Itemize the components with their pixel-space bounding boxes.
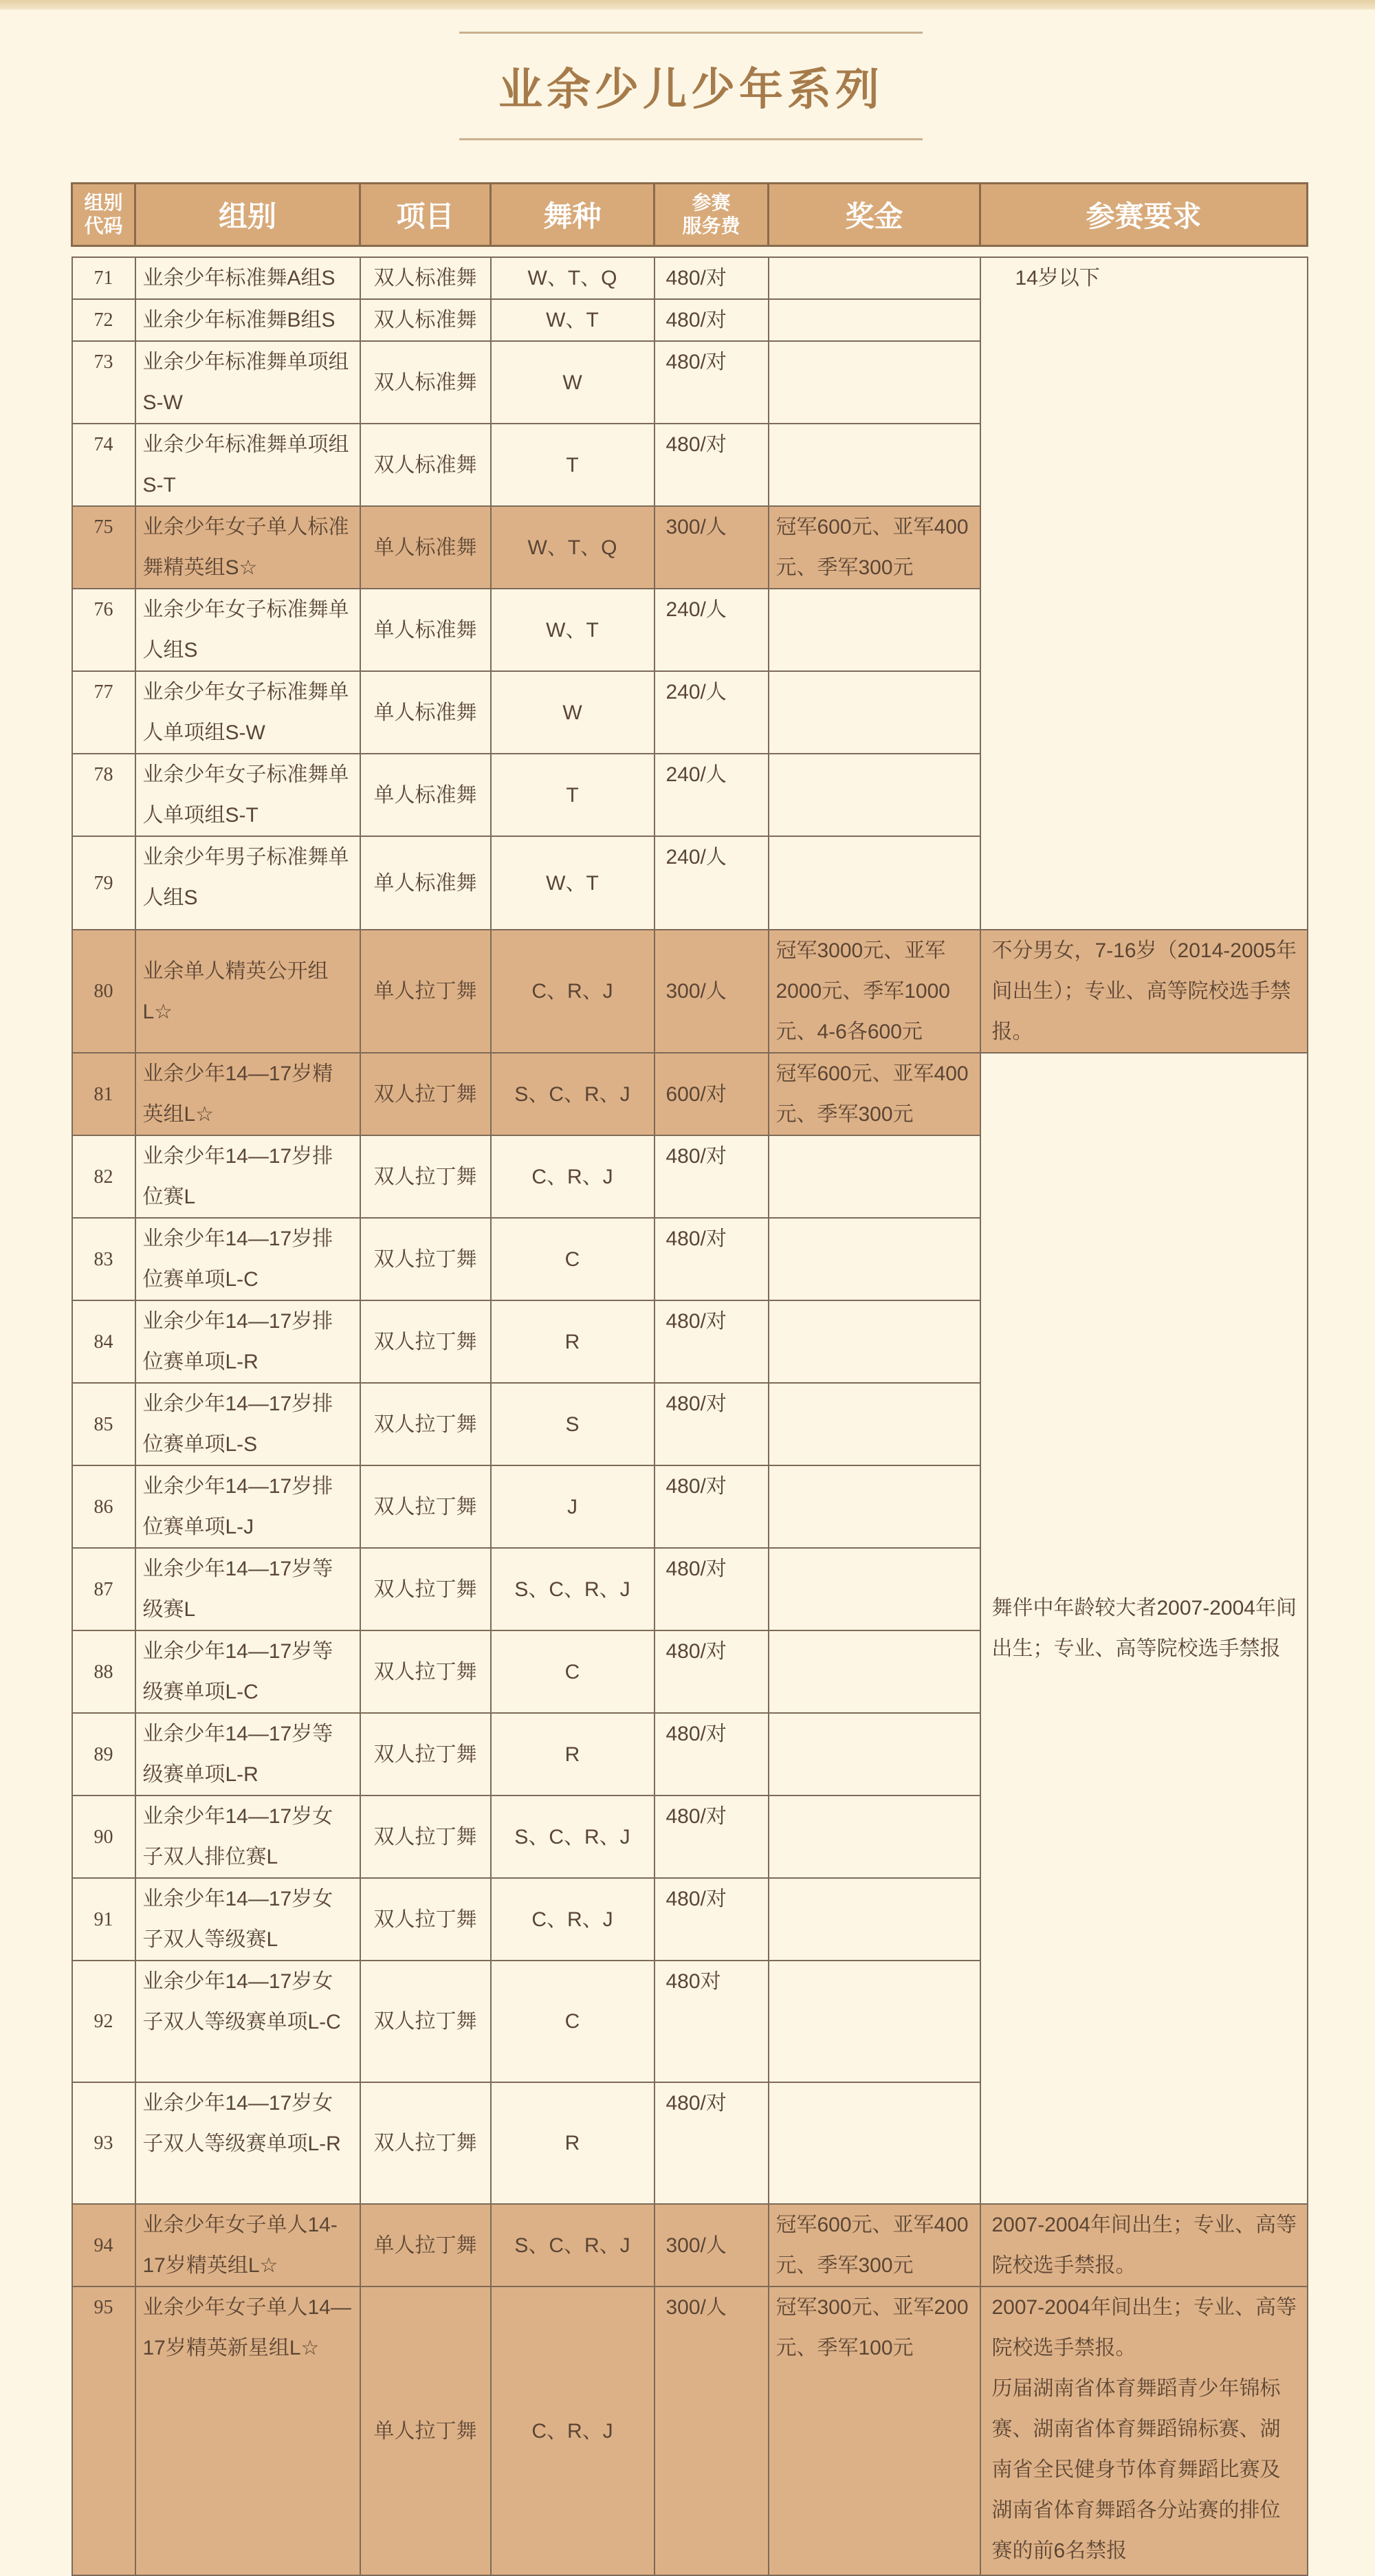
prize-cell: 冠军600元、亚军400元、季军300元 bbox=[769, 506, 980, 589]
fee-cell: 480/对 bbox=[654, 299, 769, 341]
prize-cell bbox=[769, 1713, 980, 1795]
requirements-text-line1: 2007-2004年间出生；专业、高等院校选手禁报。 bbox=[991, 2296, 1297, 2359]
dance-cell: W、T、Q bbox=[491, 506, 654, 589]
dance-cell: C bbox=[491, 1961, 654, 2082]
fee-cell: 480/对 bbox=[654, 1300, 769, 1383]
fee-cell: 480/对 bbox=[654, 424, 769, 506]
prize-cell bbox=[769, 1135, 980, 1218]
group-cell: 业余少年14—17岁排位赛单项L-J bbox=[135, 1465, 360, 1548]
prize-cell bbox=[769, 1300, 980, 1383]
fee-cell: 240/人 bbox=[654, 836, 769, 930]
dance-cell: W bbox=[491, 341, 654, 424]
event-cell: 双人标准舞 bbox=[360, 257, 491, 299]
code-cell: 73 bbox=[72, 341, 135, 424]
prize-cell: 冠军300元、亚军200元、季军100元 bbox=[769, 2286, 980, 2575]
group-cell: 业余少年14—17岁排位赛单项L-C bbox=[135, 1218, 360, 1300]
prize-cell bbox=[769, 836, 980, 930]
prize-cell bbox=[769, 589, 980, 671]
event-cell: 双人拉丁舞 bbox=[360, 2082, 491, 2204]
event-cell: 单人标准舞 bbox=[360, 671, 491, 754]
fee-cell: 480/对 bbox=[654, 1795, 769, 1878]
event-cell: 双人标准舞 bbox=[360, 424, 491, 506]
prize-cell: 冠军600元、亚军400元、季军300元 bbox=[769, 1053, 980, 1135]
group-cell: 业余单人精英公开组L☆ bbox=[135, 930, 360, 1053]
event-cell: 双人拉丁舞 bbox=[360, 1630, 491, 1713]
header-row bbox=[72, 184, 1308, 246]
prize-cell bbox=[769, 1218, 980, 1300]
fee-cell: 300/人 bbox=[654, 930, 769, 1053]
group-cell: 业余少年14—17岁女子双人排位赛L bbox=[135, 1795, 360, 1878]
code-cell: 81 bbox=[72, 1053, 135, 1135]
fee-cell: 480/对 bbox=[654, 1878, 769, 1961]
event-cell: 双人拉丁舞 bbox=[360, 1548, 491, 1630]
page-title: 业余少儿少年系列 bbox=[498, 65, 883, 114]
prize-cell bbox=[769, 2082, 980, 2204]
dance-cell: C bbox=[491, 1630, 654, 1713]
event-cell: 双人拉丁舞 bbox=[360, 1713, 491, 1795]
fee-cell: 480对 bbox=[654, 1961, 769, 2082]
group-cell: 业余少年标准舞A组S bbox=[135, 257, 360, 299]
dance-cell: W、T bbox=[491, 299, 654, 341]
code-cell: 80 bbox=[72, 930, 135, 1053]
dance-cell: S、C、R、J bbox=[491, 1053, 654, 1135]
requirements-cell-81-93: 舞伴中年龄较大者2007-2004年间出生；专业、高等院校选手禁报 bbox=[980, 1053, 1308, 2204]
requirements-cell-95 bbox=[980, 2286, 1308, 2575]
registration-table bbox=[71, 182, 1308, 2576]
dance-cell: R bbox=[491, 2082, 654, 2204]
group-cell: 业余少年14—17岁精英组L☆ bbox=[135, 1053, 360, 1135]
fee-cell: 480/对 bbox=[654, 341, 769, 424]
group-cell: 业余少年14—17岁女子双人等级赛单项L-R bbox=[135, 2082, 360, 2204]
requirements-text: 14岁以下 bbox=[1015, 267, 1100, 290]
header-fee-line2: 服务费 bbox=[682, 215, 740, 237]
prize-cell bbox=[769, 1795, 980, 1878]
code-cell: 76 bbox=[72, 589, 135, 671]
prize-cell bbox=[769, 1548, 980, 1630]
event-cell: 单人标准舞 bbox=[360, 836, 491, 930]
prize-cell bbox=[769, 257, 980, 299]
code-cell: 79 bbox=[72, 836, 135, 930]
fee-cell: 240/人 bbox=[654, 754, 769, 836]
group-cell: 业余少年女子标准舞单人单项组S-T bbox=[135, 754, 360, 836]
header-requirements: 参赛要求 bbox=[980, 184, 1308, 246]
table-row bbox=[72, 257, 1308, 299]
group-cell: 业余少年14—17岁等级赛L bbox=[135, 1548, 360, 1630]
code-cell: 78 bbox=[72, 754, 135, 836]
code-cell: 90 bbox=[72, 1795, 135, 1878]
code-cell: 93 bbox=[72, 2082, 135, 2204]
dance-cell: C、R、J bbox=[491, 2286, 654, 2575]
group-cell: 业余少年14—17岁女子双人等级赛L bbox=[135, 1878, 360, 1961]
group-cell: 业余少年14—17岁等级赛单项L-C bbox=[135, 1630, 360, 1713]
header-code bbox=[72, 184, 135, 246]
event-cell: 单人标准舞 bbox=[360, 589, 491, 671]
code-cell: 71 bbox=[72, 257, 135, 299]
event-cell: 单人标准舞 bbox=[360, 754, 491, 836]
dance-cell: J bbox=[491, 1465, 654, 1548]
dance-cell: T bbox=[491, 754, 654, 836]
header-dance: 舞种 bbox=[491, 184, 654, 246]
dance-cell: C、R、J bbox=[491, 1878, 654, 1961]
group-cell: 业余少年14—17岁排位赛单项L-S bbox=[135, 1383, 360, 1465]
dance-cell: W、T、Q bbox=[491, 257, 654, 299]
group-cell: 业余少年14—17岁等级赛单项L-R bbox=[135, 1713, 360, 1795]
group-cell: 业余少年女子单人14—17岁精英新星组L☆ bbox=[135, 2286, 360, 2575]
header-fee-line1: 参赛 bbox=[692, 192, 731, 213]
fee-cell: 480/对 bbox=[654, 1135, 769, 1218]
top-decorative-strip bbox=[0, 0, 1375, 10]
requirements-cell-94: 2007-2004年间出生；专业、高等院校选手禁报。 bbox=[980, 2204, 1308, 2286]
code-cell: 86 bbox=[72, 1465, 135, 1548]
dance-cell: C、R、J bbox=[491, 1135, 654, 1218]
prize-cell bbox=[769, 424, 980, 506]
code-cell: 83 bbox=[72, 1218, 135, 1300]
event-cell: 双人标准舞 bbox=[360, 341, 491, 424]
dance-cell: C bbox=[491, 1218, 654, 1300]
group-cell: 业余少年标准舞B组S bbox=[135, 299, 360, 341]
code-cell: 94 bbox=[72, 2204, 135, 2286]
event-cell: 单人拉丁舞 bbox=[360, 2286, 491, 2575]
fee-cell: 300/人 bbox=[654, 2204, 769, 2286]
prize-cell bbox=[769, 341, 980, 424]
table-row-highlight bbox=[72, 1053, 1308, 1135]
group-cell: 业余少年14—17岁女子双人等级赛单项L-C bbox=[135, 1961, 360, 2082]
group-cell: 业余少年女子单人14-17岁精英组L☆ bbox=[135, 2204, 360, 2286]
group-cell: 业余少年女子标准舞单人单项组S-W bbox=[135, 671, 360, 754]
code-cell: 87 bbox=[72, 1548, 135, 1630]
event-cell: 双人拉丁舞 bbox=[360, 1300, 491, 1383]
fee-cell: 480/对 bbox=[654, 1630, 769, 1713]
fee-cell: 480/对 bbox=[654, 1548, 769, 1630]
fee-cell: 480/对 bbox=[654, 1218, 769, 1300]
header-code-line1: 组别 bbox=[84, 192, 123, 213]
prize-cell bbox=[769, 671, 980, 754]
dance-cell: R bbox=[491, 1300, 654, 1383]
fee-cell: 480/对 bbox=[654, 1713, 769, 1795]
prize-cell bbox=[769, 1383, 980, 1465]
dance-cell: S、C、R、J bbox=[491, 1548, 654, 1630]
code-cell: 75 bbox=[72, 506, 135, 589]
group-cell: 业余少年14—17岁排位赛L bbox=[135, 1135, 360, 1218]
code-cell: 91 bbox=[72, 1878, 135, 1961]
dance-cell: W、T bbox=[491, 589, 654, 671]
fee-cell: 240/人 bbox=[654, 671, 769, 754]
requirements-cell-71-79 bbox=[980, 257, 1308, 930]
table-row-highlight bbox=[72, 930, 1308, 1053]
header-event: 项目 bbox=[360, 184, 491, 246]
requirements-text-line2: 历届湖南省体育舞蹈青少年锦标赛、湖南省体育舞蹈锦标赛、湖南省全民健身节体育舞蹈比赛及湖南省体育舞蹈各分站赛的排位赛的前6名禁报 bbox=[991, 2377, 1281, 2562]
code-cell: 77 bbox=[72, 671, 135, 754]
event-cell: 双人拉丁舞 bbox=[360, 1053, 491, 1135]
code-cell: 88 bbox=[72, 1630, 135, 1713]
event-cell: 双人标准舞 bbox=[360, 299, 491, 341]
event-cell: 双人拉丁舞 bbox=[360, 1135, 491, 1218]
event-cell: 双人拉丁舞 bbox=[360, 1218, 491, 1300]
dance-cell: S、C、R、J bbox=[491, 2204, 654, 2286]
event-cell: 双人拉丁舞 bbox=[360, 1465, 491, 1548]
event-cell: 双人拉丁舞 bbox=[360, 1383, 491, 1465]
prize-cell bbox=[769, 1878, 980, 1961]
code-cell: 84 bbox=[72, 1300, 135, 1383]
header-group: 组别 bbox=[135, 184, 360, 246]
code-cell: 72 bbox=[72, 299, 135, 341]
group-cell: 业余少年标准舞单项组S-T bbox=[135, 424, 360, 506]
prize-cell bbox=[769, 754, 980, 836]
code-cell: 74 bbox=[72, 424, 135, 506]
event-cell: 单人标准舞 bbox=[360, 506, 491, 589]
group-cell: 业余少年男子标准舞单人组S bbox=[135, 836, 360, 930]
code-cell: 85 bbox=[72, 1383, 135, 1465]
prize-cell bbox=[769, 1961, 980, 2082]
fee-cell: 480/对 bbox=[654, 2082, 769, 2204]
fee-cell: 480/对 bbox=[654, 1383, 769, 1465]
title-block bbox=[459, 32, 923, 140]
prize-cell bbox=[769, 1630, 980, 1713]
prize-cell: 冠军3000元、亚军2000元、季军1000元、4-6各600元 bbox=[769, 930, 980, 1053]
dance-cell: S bbox=[491, 1383, 654, 1465]
header-code-line2: 代码 bbox=[84, 215, 123, 237]
prize-cell: 冠军600元、亚军400元、季军300元 bbox=[769, 2204, 980, 2286]
group-cell: 业余少年标准舞单项组S-W bbox=[135, 341, 360, 424]
fee-cell: 600/对 bbox=[654, 1053, 769, 1135]
code-cell: 89 bbox=[72, 1713, 135, 1795]
event-cell: 单人拉丁舞 bbox=[360, 930, 491, 1053]
group-cell: 业余少年女子标准舞单人组S bbox=[135, 589, 360, 671]
prize-cell bbox=[769, 1465, 980, 1548]
event-cell: 双人拉丁舞 bbox=[360, 1878, 491, 1961]
dance-cell: R bbox=[491, 1713, 654, 1795]
fee-cell: 240/人 bbox=[654, 589, 769, 671]
fee-cell: 300/人 bbox=[654, 506, 769, 589]
fee-cell: 480/对 bbox=[654, 257, 769, 299]
header-fee bbox=[654, 184, 769, 246]
group-cell: 业余少年14—17岁排位赛单项L-R bbox=[135, 1300, 360, 1383]
fee-cell: 300/人 bbox=[654, 2286, 769, 2575]
header-prize: 奖金 bbox=[769, 184, 980, 246]
prize-cell bbox=[769, 299, 980, 341]
dance-cell: W bbox=[491, 671, 654, 754]
code-cell: 92 bbox=[72, 1961, 135, 2082]
event-cell: 双人拉丁舞 bbox=[360, 1961, 491, 2082]
event-cell: 双人拉丁舞 bbox=[360, 1795, 491, 1878]
requirements-cell-80: 不分男女，7-16岁（2014-2005年间出生）；专业、高等院校选手禁报。 bbox=[980, 930, 1308, 1053]
dance-cell: C、R、J bbox=[491, 930, 654, 1053]
fee-cell: 480/对 bbox=[654, 1465, 769, 1548]
code-cell: 82 bbox=[72, 1135, 135, 1218]
group-cell: 业余少年女子单人标准舞精英组S☆ bbox=[135, 506, 360, 589]
dance-cell: W、T bbox=[491, 836, 654, 930]
code-cell: 95 bbox=[72, 2286, 135, 2575]
table-row-highlight bbox=[72, 2204, 1308, 2286]
event-cell: 单人拉丁舞 bbox=[360, 2204, 491, 2286]
dance-cell: T bbox=[491, 424, 654, 506]
dance-cell: S、C、R、J bbox=[491, 1795, 654, 1878]
table-row-highlight bbox=[72, 2286, 1308, 2575]
